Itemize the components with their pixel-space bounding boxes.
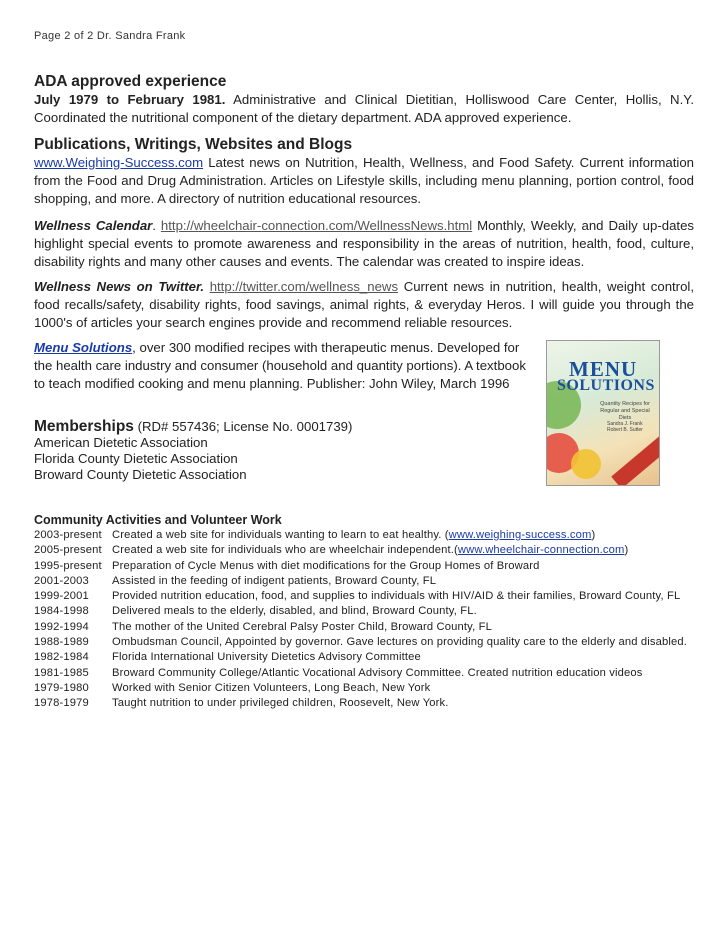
activity-description [112, 528, 595, 543]
weighing-text: Latest news on Nutrition, Health, Wellness, and Food Safety. Current information from the Food and Drug Administration. Articles on Lifestyle skills, including menu planning, portion control, food shopping, and more. A directory of nutrition educational resources. [34, 155, 694, 206]
activity-row [34, 650, 704, 665]
calendar-text: Monthly, Weekly, and Daily up-dates highlight special events to promote awareness and responsibility in the areas of nutrition, health, food, culture, disability rights and many other causes and events. The calendar was created to inspire ideas. [34, 218, 695, 269]
activity-text-end: ) [591, 529, 596, 541]
activity-description [112, 543, 628, 558]
menu-solutions-book-cover [546, 340, 660, 486]
menu-solutions-paragraph [34, 339, 534, 393]
activity-year: 1988-1989 [34, 636, 89, 649]
calendar-section [34, 217, 694, 271]
activity-row [34, 574, 704, 589]
twitter-label: Wellness News on Twitter. [34, 279, 205, 294]
ada-text: Administrative and Clinical Dietitian, Holliswood Care Center, Hollis, N.Y. Coordinated the nutritional component of the dietary department. ADA approved experience. [34, 92, 694, 125]
membership-item: American Dietetic Association [34, 435, 208, 450]
calendar-sep: . [152, 218, 161, 233]
calendar-label: Wellness Calendar [34, 218, 153, 233]
activity-row [34, 528, 704, 543]
activity-row [34, 696, 704, 711]
ada-heading: ADA approved experience [34, 73, 227, 90]
community-heading: Community Activities and Volunteer Work [34, 513, 282, 527]
activity-row [34, 635, 704, 650]
memberships-note: (RD# 557436; License No. 0001739) [133, 419, 353, 434]
activity-row [34, 666, 704, 681]
activity-text-end: ) [624, 544, 629, 557]
weighing-success-link[interactable]: www.Weighing-Success.com [34, 155, 204, 170]
publications-heading: Publications, Writings, Websites and Blogs [34, 136, 353, 153]
activity-year: 1992-1994 [34, 620, 89, 633]
twitter-section [34, 278, 694, 332]
activity-year: 1982-1984 [34, 651, 89, 664]
ada-paragraph [34, 91, 694, 127]
page-header: Page 2 of 2 Dr. Sandra Frank [34, 30, 186, 42]
weighing-success-link[interactable]: www.weighing-success.com [448, 529, 592, 541]
ada-section [34, 73, 694, 127]
activity-year: 1995-present [34, 559, 102, 572]
activity-description: Assisted in the feeding of indigent patients, Broward County, FL [112, 574, 437, 587]
twitter-text: Current news in nutrition, health, weight control, food recalls/safety, disability rights, food savings, animal rights, & everyday Heros. I will guide you through the 1000's of articles your search engines provide and recommend reliable resources. [34, 279, 695, 330]
book-title-line-1: MENU [569, 357, 638, 381]
community-activities-list [34, 528, 704, 712]
activity-description: Broward Community College/Atlantic Vocational Advisory Committee. Created nutrition education videos [112, 666, 643, 679]
activity-description: Worked with Senior Citizen Volunteers, Long Beach, New York [112, 681, 431, 694]
book-cover-lemon-art [571, 449, 601, 479]
menu-solutions-text: , over 300 modified recipes with therapeutic menus. Developed for the health care industry and consumer (household and quantity portions). A textbook to teach modified cooking and menu planning. Publisher: John Wiley, March 1996 [34, 340, 526, 391]
activity-year: 1979-1980 [34, 681, 89, 694]
book-authors: Sandra J. Frank Robert B. Sutter [607, 421, 643, 433]
calendar-paragraph [34, 217, 694, 271]
activity-description: Preparation of Cycle Menus with diet modifications for the Group Homes of Broward [112, 559, 540, 572]
activity-year: 2005-present [34, 544, 102, 557]
activity-description: Provided nutrition education, food, and supplies to individuals with HIV/AID & their families, Broward County, FL [112, 590, 681, 603]
publications-section [34, 136, 694, 208]
activity-row [34, 620, 704, 635]
activity-row [34, 559, 704, 574]
activity-year: 2001-2003 [34, 574, 89, 587]
activity-text: Created a web site for individuals wanting to learn to eat healthy. ( [112, 529, 449, 541]
membership-item: Broward County Dietetic Association [34, 467, 247, 482]
activity-year: 1984-1998 [34, 605, 89, 618]
book-corner-ribbon [611, 425, 660, 486]
twitter-link[interactable]: http://twitter.com/wellness_news [209, 279, 399, 294]
activity-description: The mother of the United Cerebral Palsy Poster Child, Broward County, FL [112, 620, 492, 633]
activity-description: Taught nutrition to under privileged children, Roosevelt, New York. [112, 697, 449, 710]
activity-year: 1978-1979 [34, 697, 89, 710]
activity-row [34, 604, 704, 619]
calendar-link[interactable]: http://wheelchair-connection.com/WellnessNews.html [160, 218, 473, 233]
menu-solutions-link[interactable]: Menu Solutions [34, 340, 133, 355]
activity-row [34, 589, 704, 604]
memberships-heading: Memberships [34, 418, 134, 435]
activity-description: Delivered meals to the elderly, disabled, and blind, Broward County, FL. [112, 605, 477, 618]
activity-description: Ombudsman Council, Appointed by governor. Gave lectures on providing quality care to the elderly and disabled. [112, 636, 687, 649]
activity-row [34, 681, 704, 696]
activity-description: Florida International University Dietetics Advisory Committee [112, 651, 421, 664]
book-subtitle: Quantity Recipes for Regular and Special Diets [600, 401, 650, 421]
activity-row [34, 543, 704, 558]
weighing-paragraph [34, 154, 694, 208]
ada-date: July 1979 to February 1981. [34, 92, 226, 107]
twitter-paragraph [34, 278, 694, 332]
activity-year: 2003-present [34, 529, 102, 541]
activity-text: Created a web site for individuals who are wheelchair independent.( [112, 544, 458, 557]
wheelchair-connection-link[interactable]: www.wheelchair-connection.com [457, 544, 625, 557]
membership-item: Florida County Dietetic Association [34, 451, 238, 466]
activity-year: 1981-1985 [34, 666, 89, 679]
memberships-section [34, 419, 352, 483]
book-title-line-2: SOLUTIONS [557, 377, 655, 394]
activity-year: 1999-2001 [34, 590, 89, 603]
